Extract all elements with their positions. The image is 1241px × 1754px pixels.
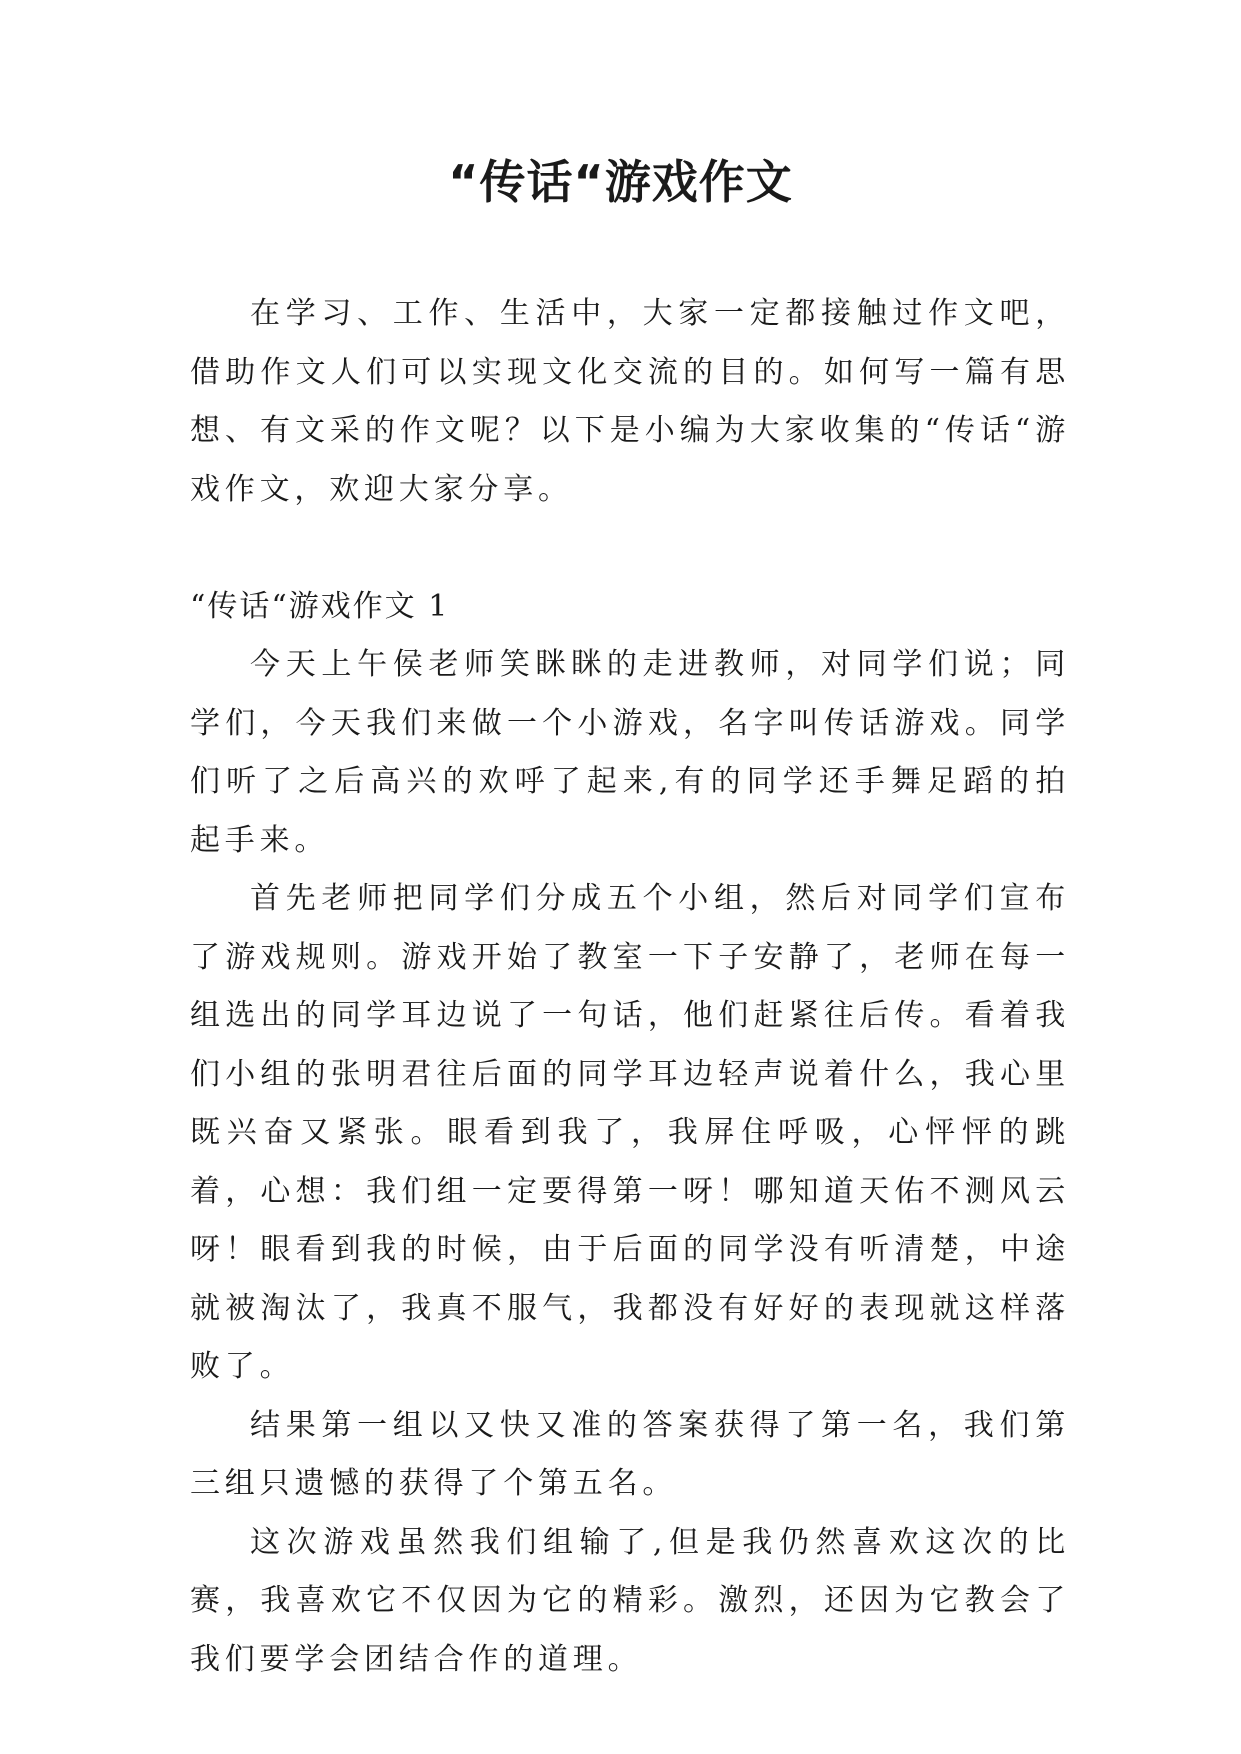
document-body — [190, 285, 1070, 1689]
body-paragraph: 结果第一组以又快又准的答案获得了第一名，我们第三组只遗憾的获得了个第五名。 — [190, 1407, 1070, 1501]
intro-paragraph: 在学习、工作、生活中，大家一定都接触过作文吧，借助作文人们可以实现文化交流的目的。如何写一篇有思想、有文采的作文呢？以下是小编为大家收集的“传话“游戏作文，欢迎大家分享。 — [190, 296, 1070, 507]
body-paragraph: 首先老师把同学们分成五个小组，然后对同学们宣布了游戏规则。游戏开始了教室一下子安静了，老师在每一组选出的同学耳边说了一句话，他们赶紧往后传。看着我们小组的张明君往后面的同学耳边轻声说着什么，我心里既兴奋又紧张。眼看到我了，我屏住呼吸，心怦怦的跳着，心想：我们组一定要得第一呀！哪知道天佑不测风云呀！眼看到我的时候，由于后面的同学没有听清楚，中途就被淘汰了，我真不服气，我都没有好好的表现就这样落败了。 — [190, 881, 1070, 1384]
document-title: “传话“游戏作文 — [448, 155, 793, 209]
body-paragraph: 这次游戏虽然我们组输了,但是我仍然喜欢这次的比赛，我喜欢它不仅因为它的精彩。激烈，还因为它教会了我们要学会团结合作的道理。 — [190, 1524, 1070, 1677]
section-heading: “传话“游戏作文 1 — [190, 588, 450, 624]
body-paragraph: 今天上午侯老师笑眯眯的走进教师，对同学们说；同学们，今天我们来做一个小游戏，名字叫传话游戏。同学们听了之后高兴的欢呼了起来,有的同学还手舞足蹈的拍起手来。 — [190, 647, 1070, 858]
